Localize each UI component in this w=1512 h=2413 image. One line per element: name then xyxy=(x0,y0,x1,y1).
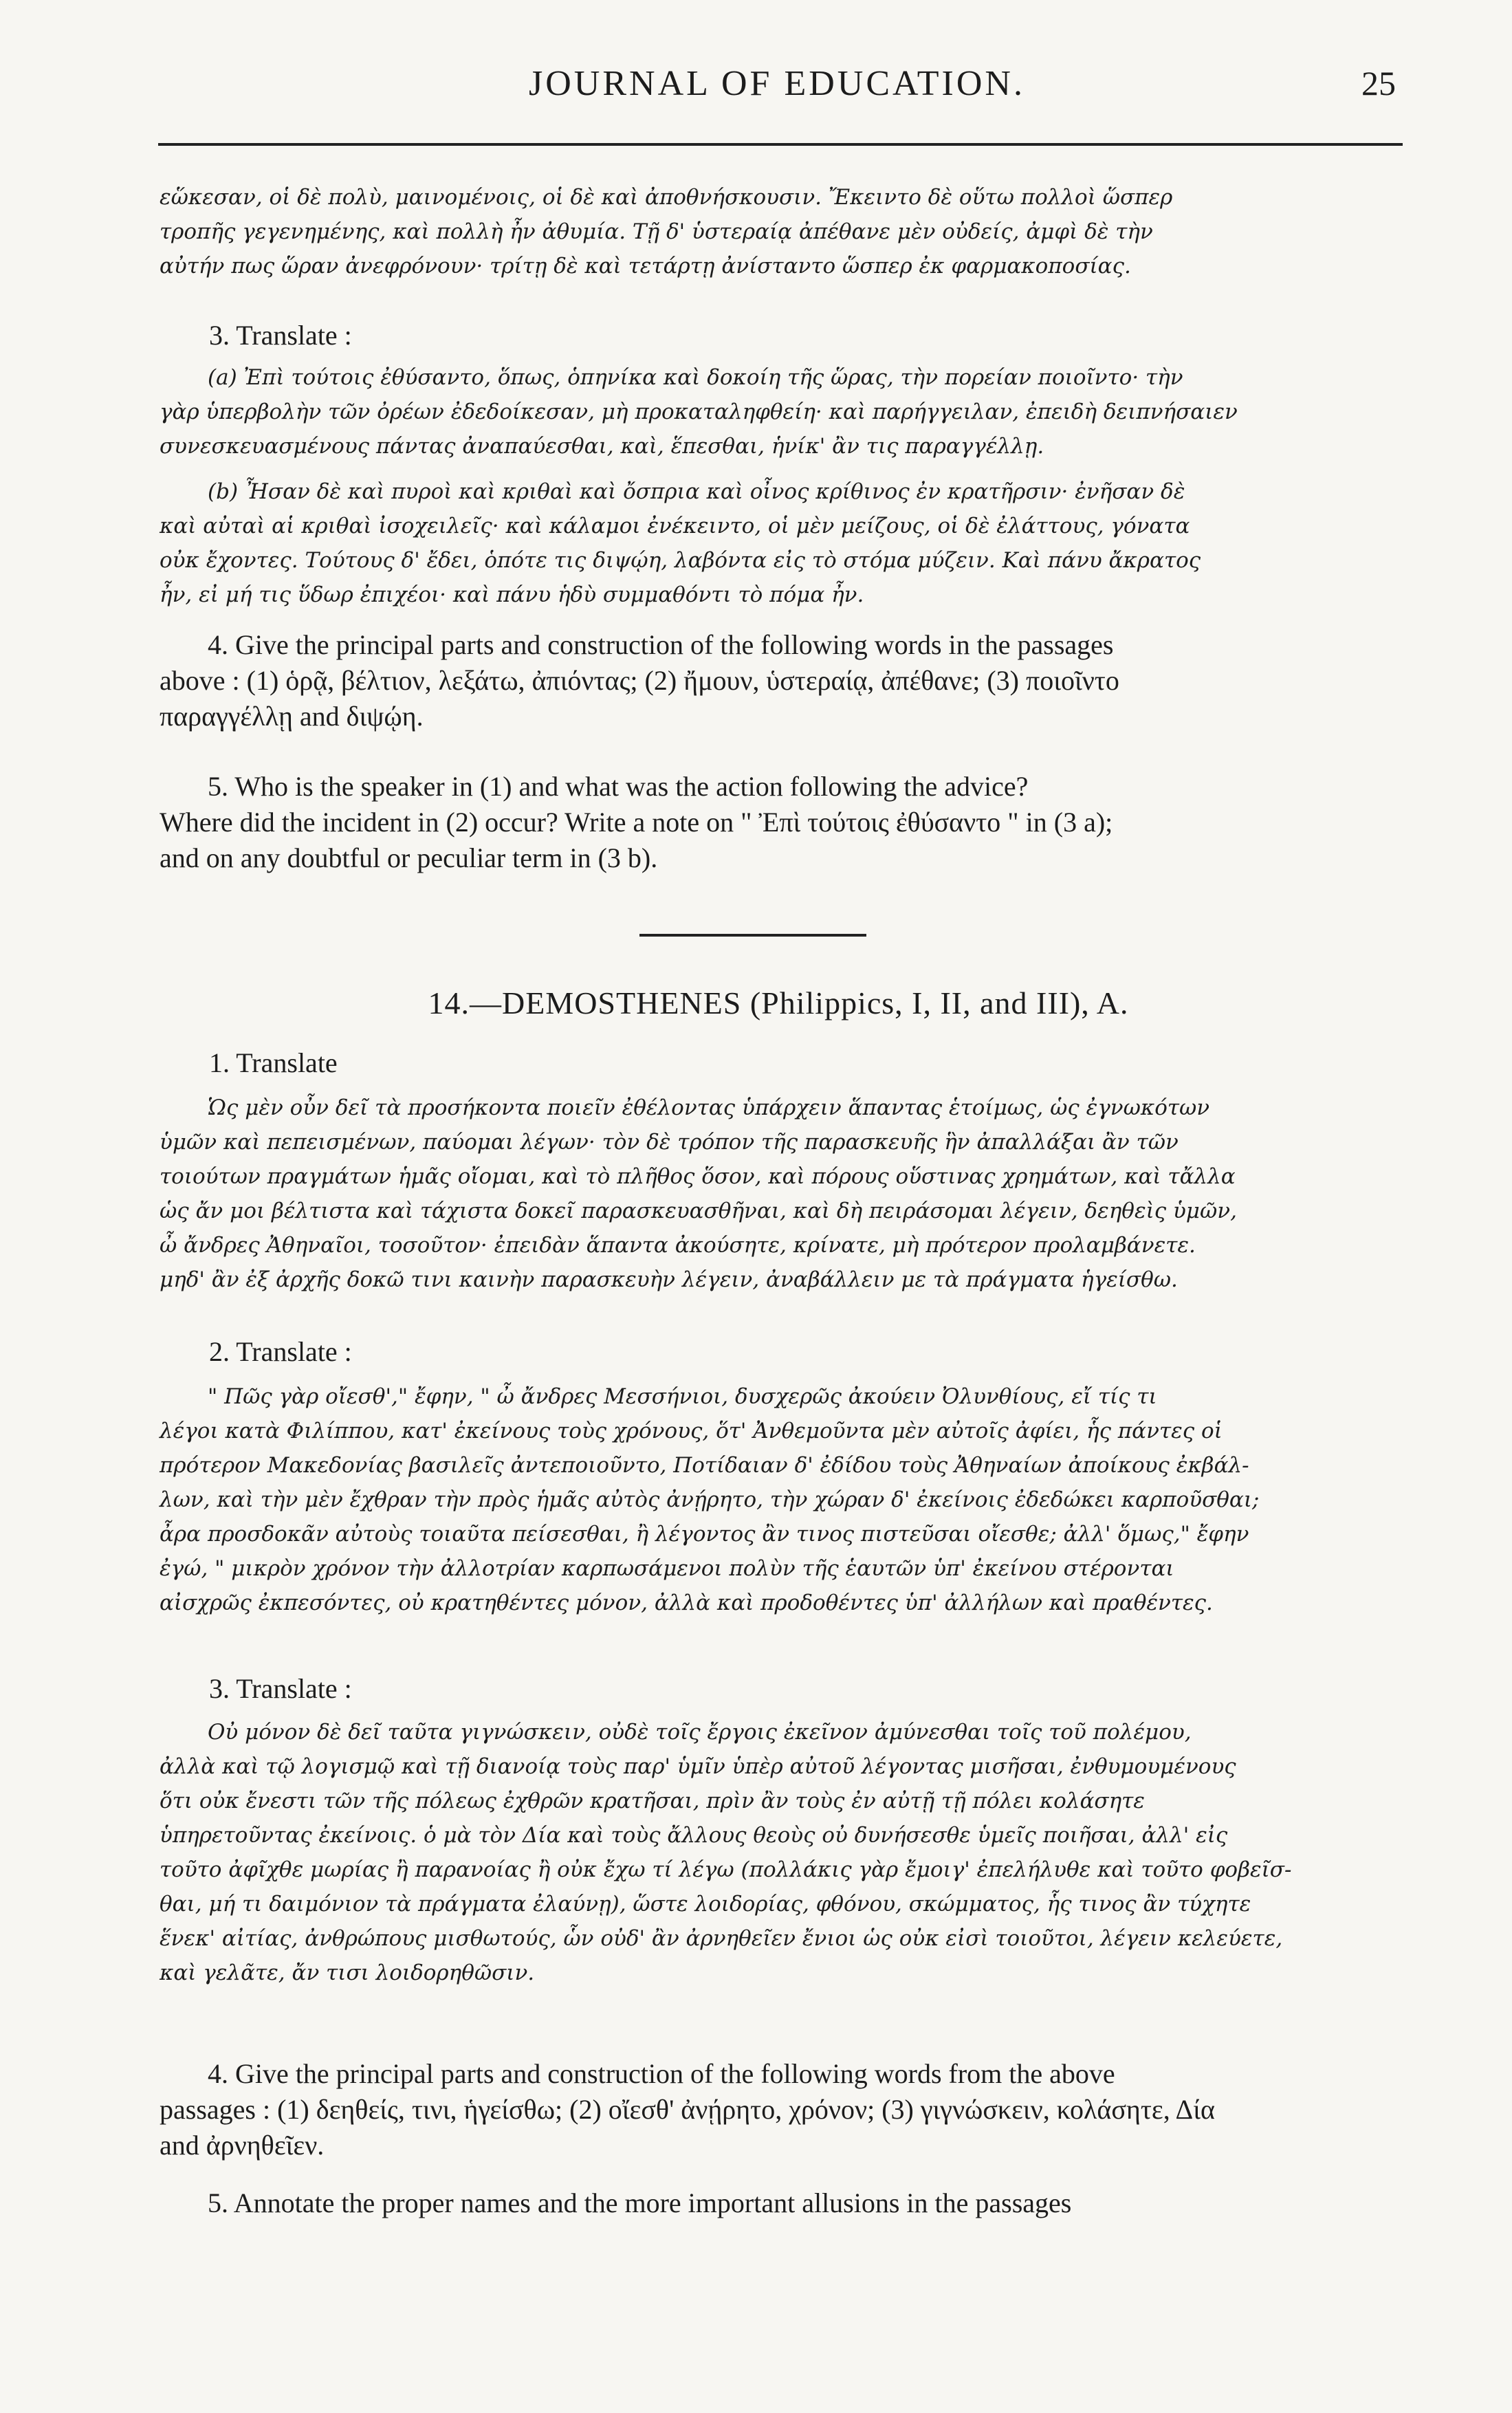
text-line: 5. Annotate the proper names and the more important allusions in the passages xyxy=(208,2187,1072,2218)
text-line: ὅτι οὐκ ἔνεστι τῶν τῆς πόλεως ἐχθρῶν κρατῆσαι, πρὶν ἂν τοὺς ἐν αὐτῇ τῇ πόλει κολάσητε xyxy=(160,1789,1145,1813)
text-line: γὰρ ὑπερβολὴν τῶν ὀρέων ἐδεδοίκεσαν, μὴ προκαταληφθείη· καὶ παρήγγειλαν, ἐπειδὴ δειπνήσαιεν xyxy=(160,400,1238,424)
question-3a xyxy=(160,360,1397,463)
question-label: 3. Translate : xyxy=(209,320,352,351)
greek-passage xyxy=(160,360,1397,463)
greek-passage xyxy=(160,1379,1397,1620)
text-line: εὥκεσαν, οἱ δὲ πολὺ, μαινομένοις, οἱ δὲ καὶ ἀποθνήσκουσιν. Ἔκειντο δὲ οὕτω πολλοὶ ὥσπερ xyxy=(160,185,1173,210)
text-line: καὶ γελᾶτε, ἄν τισι λοιδορηθῶσιν. xyxy=(160,1961,535,1985)
text-line: ἀλλὰ καὶ τῷ λογισμῷ καὶ τῇ διανοίᾳ τοὺς παρ' ὑμῖν ὑπὲρ αὐτοῦ λέγοντας μισῆσαι, ἐνθυμουμένους xyxy=(160,1754,1236,1779)
question-1-demosthenes xyxy=(160,1045,1397,1081)
text-line: ὦ ἄνδρες Ἀθηναῖοι, τοσοῦτον· ἐπειδὰν ἅπαντα ἀκούσητε, κρίνατε, μὴ πρότερον προλαμβάνετε. xyxy=(160,1233,1196,1258)
subquestion-label: (b) xyxy=(208,479,239,504)
subquestion-label: (a) xyxy=(208,365,237,390)
question-2-demosthenes xyxy=(160,1334,1397,1370)
greek-passage xyxy=(160,474,1397,612)
text-line: (a) Ἐπὶ τούτοις ἐθύσαντο, ὅπως, ὁπηνίκα καὶ δοκοίη τῆς ὥρας, τὴν πορείαν ποιοῖντο· τὴν xyxy=(208,365,1183,390)
section-divider xyxy=(639,934,866,937)
text-line: (b) Ἦσαν δὲ καὶ πυροὶ καὶ κριθαὶ καὶ ὄσπρια καὶ οἶνος κρίθινος ἐν κρατῆρσιν· ἐνῆσαν δὲ xyxy=(208,479,1185,504)
text-line: and on any doubtful or peculiar term in (3 b). xyxy=(160,842,658,873)
text-line: θαι, μή τι δαιμόνιον τὰ πράγματα ἐλαύνῃ), ὥστε λοιδορίας, φθόνου, σκώμματος, ἧς τινος ἂν τύχητε xyxy=(160,1892,1251,1917)
text-line: οὐκ ἔχοντες. Τούτους δ' ἔδει, ὁπότε τις διψῴη, λαβόντα εἰς τὸ στόμα μύζειν. Καὶ πάνυ ἄκρατος xyxy=(160,548,1201,573)
question-text xyxy=(160,2185,1397,2221)
text-line: αἰσχρῶς ἐκπεσόντες, οὐ κρατηθέντες μόνον, ἀλλὰ καὶ προδοθέντες ὑπ' ἀλλήλων καὶ πραθέντες. xyxy=(160,1591,1213,1615)
demosthenes-passage-3 xyxy=(160,1715,1397,1990)
question-5-xenophon xyxy=(160,769,1397,876)
text-line: ὡς ἄν μοι βέλτιστα καὶ τάχιστα δοκεῖ παρασκευασθῆναι, καὶ δὴ πειράσομαι λέγειν, δεηθεὶς ὑμῶν, xyxy=(160,1199,1237,1223)
question-3-demosthenes xyxy=(160,1671,1397,1707)
text-line: 4. Give the principal parts and construction of the following words in the passages xyxy=(208,629,1114,660)
text-line: above : (1) ὁρᾷ, βέλτιον, λεξάτω, ἀπιόντας; (2) ἤμουν, ὑστεραίᾳ, ἀπέθανε; (3) ποιοῖντο xyxy=(160,665,1119,696)
text-line: τροπῆς γεγενημένης, καὶ πολλὴ ἦν ἀθυμία. Τῇ δ' ὑστεραίᾳ ἀπέθανε μὲν οὐδείς, ἀμφὶ δὲ τὴν xyxy=(160,219,1153,244)
greek-passage xyxy=(160,1715,1397,1990)
text-line: μηδ' ἂν ἐξ ἀρχῆς δοκῶ τινι καινὴν παρασκευὴν λέγειν, ἀναβάλλειν με τὰ πράγματα ἡγείσθω. xyxy=(160,1267,1178,1292)
text-line: ὑμῶν καὶ πεπεισμένων, παύομαι λέγων· τὸν δὲ τρόπον τῆς παρασκευῆς ἣν ἀπαλλάξαι ἂν τῶν xyxy=(160,1130,1179,1155)
question-label: 3. Translate : xyxy=(209,1673,352,1704)
text-line: παραγγέλλῃ and διψῴη. xyxy=(160,701,424,732)
header-rule xyxy=(158,143,1403,146)
page-header xyxy=(158,63,1396,118)
question-3-xenophon xyxy=(160,318,1397,353)
text-line: Ὡς μὲν οὖν δεῖ τὰ προσήκοντα ποιεῖν ἐθέλοντας ὑπάρχειν ἅπαντας ἑτοίμως, ὡς ἐγνωκότων xyxy=(208,1095,1210,1120)
text-line: τοῦτο ἀφῖχθε μωρίας ἢ παρανοίας ἢ οὐκ ἔχω τί λέγω (πολλάκις γὰρ ἔμοιγ' ἐπελήλυθε καὶ τοῦτο φοβεῖσ- xyxy=(160,1857,1292,1882)
text-line: πρότερον Μακεδονίας βασιλεῖς ἀντεποιοῦντο, Ποτίδαιαν δ' ἐδίδου τοὺς Ἀθηναίων ἀποίκους ἐκβάλ- xyxy=(160,1453,1249,1478)
demosthenes-passage-2 xyxy=(160,1379,1397,1620)
text-line: καὶ αὐταὶ αἱ κριθαὶ ἰσοχειλεῖς· καὶ κάλαμοι ἐνέκειντο, οἱ μὲν μείζους, οἱ δὲ ἐλάττους, γόνατα xyxy=(160,514,1190,538)
page-number: 25 xyxy=(1361,64,1396,102)
question-text xyxy=(160,2056,1397,2163)
greek-passage xyxy=(160,1091,1397,1297)
text-line: ἦν, εἰ μή τις ὕδωρ ἐπιχέοι· καὶ πάνυ ἡδὺ συμμαθόντι τὸ πόμα ἦν. xyxy=(160,582,864,607)
text-line: συνεσκευασμένους πάντας ἀναπαύεσθαι, καὶ, ἕπεσθαι, ἡνίκ' ἂν τις παραγγέλλῃ. xyxy=(160,434,1044,459)
text-line: passages : (1) δεηθείς, τινι, ἡγείσθω; (2) οἴεσθ' ἀνῄρητο, χρόνον; (3) γιγνώσκειν, κολάσητε, Δία xyxy=(160,2094,1215,2125)
text-line: λων, καὶ τὴν μὲν ἔχθραν τὴν πρὸς ἡμᾶς αὐτὸς ἀνῄρητο, τὴν χώραν δ' ἐκείνοις ἐδεδώκει καρποῦσθαι; xyxy=(160,1487,1260,1512)
question-4-demosthenes xyxy=(160,2056,1397,2163)
text-line: " Πῶς γὰρ οἴεσθ'," ἔφην, " ὦ ἄνδρες Μεσσήνιοι, δυσχερῶς ἀκούειν Ὀλυνθίους, εἴ τίς τι xyxy=(208,1384,1157,1409)
text-line: τοιούτων πραγμάτων ἡμᾶς οἴομαι, καὶ τὸ πλῆθος ὅσον, καὶ πόρους οὕστινας χρημάτων, καὶ τἄλλα xyxy=(160,1164,1236,1189)
text-line: ἕνεκ' αἰτίας, ἀνθρώπους μισθωτούς, ὧν οὐδ' ἂν ἀρνηθεῖεν ἔνιοι ὡς οὐκ εἰσὶ τοιοῦτοι, λέγειν κελεύετε, xyxy=(160,1926,1283,1951)
question-text xyxy=(160,769,1397,876)
text-line: ὑπηρετοῦντας ἐκείνοις. ὁ μὰ τὸν Δία καὶ τοὺς ἄλλους θεοὺς οὐ δυνήσεσθε ὑμεῖς ποιῆσαι, ἀλλ' εἰς xyxy=(160,1823,1228,1848)
running-title: JOURNAL OF EDUCATION. xyxy=(529,64,1025,103)
question-3b xyxy=(160,474,1397,612)
question-4-xenophon xyxy=(160,627,1397,734)
text-line: Where did the incident in (2) occur? Write a note on " Ἐπὶ τούτοις ἐθύσαντο " in (3 a); xyxy=(160,807,1113,838)
demosthenes-passage-1 xyxy=(160,1091,1397,1297)
question-5-demosthenes xyxy=(160,2185,1397,2221)
text-line: and ἀρνηθεῖεν. xyxy=(160,2130,325,2161)
text-line: 5. Who is the speaker in (1) and what was the action following the advice? xyxy=(208,771,1029,802)
greek-passage xyxy=(160,180,1397,283)
section-heading: 14.—DEMOSTHENES (Philippics, I, II, and III), A. xyxy=(428,985,1129,1020)
text-line: ἐγώ, " μικρὸν χρόνον τὴν ἀλλοτρίαν καρπωσάμενοι πολὺν τῆς ἑαυτῶν ὑπ' ἐκείνου στέρονται xyxy=(160,1556,1174,1581)
text-line: αὐτήν πως ὥραν ἀνεφρόνουν· τρίτῃ δὲ καὶ τετάρτῃ ἀνίσταντο ὥσπερ ἐκ φαρμακοποσίας. xyxy=(160,254,1131,279)
text-line: ἆρα προσδοκᾶν αὐτοὺς τοιαῦτα πείσεσθαι, ἢ λέγοντος ἂν τινος πιστεῦσαι οἴεσθε; ἀλλ' ὅμως," ἔφην xyxy=(160,1522,1249,1547)
question-label: 2. Translate : xyxy=(209,1336,352,1367)
xenophon-passage xyxy=(160,180,1397,283)
text-line: Οὐ μόνον δὲ δεῖ ταῦτα γιγνώσκειν, οὐδὲ τοῖς ἔργοις ἐκεῖνον ἀμύνεσθαι τοῖς τοῦ πολέμου, xyxy=(208,1720,1192,1745)
text-line: λέγοι κατὰ Φιλίππου, κατ' ἐκείνους τοὺς χρόνους, ὅτ' Ἀνθεμοῦντα μὲν αὐτοῖς ἀφίει, ἧς πάντες οἱ xyxy=(160,1419,1223,1443)
question-label: 1. Translate xyxy=(209,1047,338,1078)
text-line: 4. Give the principal parts and construction of the following words from the above xyxy=(208,2058,1115,2089)
question-text xyxy=(160,627,1397,734)
